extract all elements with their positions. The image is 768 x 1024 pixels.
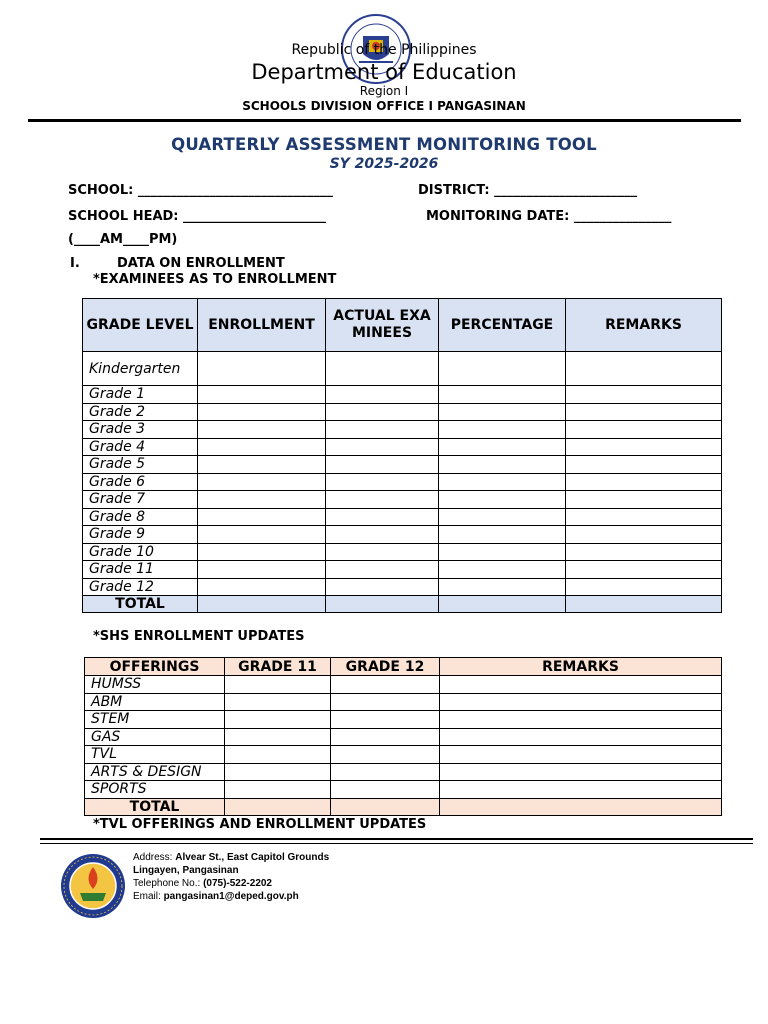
examinees-cell[interactable] (326, 543, 439, 561)
enrollment-cell[interactable] (198, 543, 326, 561)
examinees-cell[interactable] (326, 386, 439, 404)
enrollment-cell[interactable] (198, 386, 326, 404)
percentage-cell[interactable] (439, 403, 566, 421)
grade-cell: Grade 1 (83, 386, 198, 404)
school-head-field: SCHOOL HEAD: ______________________ (68, 209, 327, 224)
table-row (85, 693, 722, 711)
examinees-cell[interactable] (326, 352, 439, 386)
enrollment-cell[interactable] (198, 526, 326, 544)
table-row (83, 403, 722, 421)
table-row (83, 386, 722, 404)
total-examinees-cell[interactable] (326, 596, 439, 613)
telephone-line: Telephone No.: (075)-522-2202 (133, 878, 272, 889)
remarks-cell[interactable] (440, 693, 722, 711)
school-year: SY 2025-2026 (329, 156, 439, 172)
grade-cell: Grade 6 (83, 473, 198, 491)
remarks-cell[interactable] (566, 578, 722, 596)
grade12-cell[interactable] (331, 781, 440, 799)
percentage-cell[interactable] (439, 473, 566, 491)
remarks-cell[interactable] (566, 561, 722, 579)
remarks-cell[interactable] (440, 781, 722, 799)
enrollment-cell[interactable] (198, 473, 326, 491)
enrollment-cell[interactable] (198, 421, 326, 439)
enrollment-cell[interactable] (198, 456, 326, 474)
percentage-cell[interactable] (439, 578, 566, 596)
percentage-cell[interactable] (439, 386, 566, 404)
table-header-row (85, 658, 722, 676)
remarks-cell[interactable] (566, 421, 722, 439)
enrollment-table (82, 298, 722, 613)
footer-divider (40, 838, 753, 840)
time-field: (____AM____PM) (68, 232, 178, 247)
examinees-heading: *EXAMINEES AS TO ENROLLMENT (93, 272, 337, 287)
footer-divider-thin (40, 843, 753, 844)
grade11-cell[interactable] (225, 763, 331, 781)
table-row (83, 456, 722, 474)
grade-cell: Grade 5 (83, 456, 198, 474)
enrollment-cell[interactable] (198, 561, 326, 579)
header-actual-examinees: ACTUAL EXAMINEES (326, 299, 439, 352)
table-row (85, 711, 722, 729)
examinees-cell[interactable] (326, 578, 439, 596)
percentage-cell[interactable] (439, 491, 566, 509)
remarks-cell[interactable] (566, 456, 722, 474)
offering-cell: SPORTS (85, 781, 225, 799)
section-number: I. (70, 256, 80, 271)
remarks-cell[interactable] (566, 543, 722, 561)
table-header-row (83, 299, 722, 352)
grade-cell: Grade 8 (83, 508, 198, 526)
grade11-cell[interactable] (225, 711, 331, 729)
examinees-cell[interactable] (326, 456, 439, 474)
remarks-cell[interactable] (566, 386, 722, 404)
header-grade-11: GRADE 11 (225, 658, 331, 676)
total-percentage-cell[interactable] (439, 596, 566, 613)
monitoring-date-field: MONITORING DATE: _______________ (426, 209, 672, 224)
offering-cell: STEM (85, 711, 225, 729)
grade-cell: Grade 4 (83, 438, 198, 456)
header-grade-12: GRADE 12 (331, 658, 440, 676)
percentage-cell[interactable] (439, 561, 566, 579)
total-grade12-cell[interactable] (331, 798, 440, 815)
total-label: TOTAL (85, 798, 225, 815)
total-remarks-cell[interactable] (440, 798, 722, 815)
grade11-cell[interactable] (225, 746, 331, 764)
document-title: QUARTERLY ASSESSMENT MONITORING TOOL (171, 135, 597, 154)
remarks-cell[interactable] (440, 746, 722, 764)
remarks-cell[interactable] (440, 676, 722, 694)
examinees-cell[interactable] (326, 561, 439, 579)
table-row (85, 746, 722, 764)
percentage-cell[interactable] (439, 526, 566, 544)
enrollment-cell[interactable] (198, 578, 326, 596)
grade-cell: Grade 3 (83, 421, 198, 439)
table-row (83, 491, 722, 509)
header-offerings: OFFERINGS (85, 658, 225, 676)
grade-cell: Grade 11 (83, 561, 198, 579)
tvl-heading: *TVL OFFERINGS AND ENROLLMENT UPDATES (93, 817, 427, 832)
grade11-cell[interactable] (225, 693, 331, 711)
region-line: Region I (359, 84, 409, 98)
email-line: Email: pangasinan1@deped.gov.ph (133, 891, 299, 902)
table-row (83, 438, 722, 456)
section-heading: DATA ON ENROLLMENT (117, 256, 285, 271)
grade-cell: Grade 9 (83, 526, 198, 544)
examinees-cell[interactable] (326, 421, 439, 439)
offering-cell: TVL (85, 746, 225, 764)
grade12-cell[interactable] (331, 763, 440, 781)
grade11-cell[interactable] (225, 781, 331, 799)
table-row (85, 676, 722, 694)
remarks-cell[interactable] (566, 526, 722, 544)
examinees-cell[interactable] (326, 491, 439, 509)
examinees-cell[interactable] (326, 508, 439, 526)
header-divider (28, 119, 741, 122)
table-row (85, 728, 722, 746)
header-enrollment: ENROLLMENT (198, 299, 326, 352)
grade-cell: Grade 10 (83, 543, 198, 561)
total-remarks-cell[interactable] (566, 596, 722, 613)
grade-cell: Grade 2 (83, 403, 198, 421)
table-row (85, 781, 722, 799)
offering-cell: ARTS & DESIGN (85, 763, 225, 781)
offering-cell: GAS (85, 728, 225, 746)
grade-cell: Grade 12 (83, 578, 198, 596)
remarks-cell[interactable] (566, 352, 722, 386)
table-row (83, 543, 722, 561)
remarks-cell[interactable] (566, 438, 722, 456)
table-row (83, 526, 722, 544)
examinees-cell[interactable] (326, 403, 439, 421)
grade-cell: Grade 7 (83, 491, 198, 509)
remarks-cell[interactable] (566, 491, 722, 509)
total-row (83, 596, 722, 613)
percentage-cell[interactable] (439, 421, 566, 439)
remarks-cell[interactable] (440, 728, 722, 746)
percentage-cell[interactable] (439, 508, 566, 526)
total-row (85, 798, 722, 815)
enrollment-cell[interactable] (198, 438, 326, 456)
offering-cell: HUMSS (85, 676, 225, 694)
district-field: DISTRICT: ______________________ (418, 183, 638, 198)
total-label: TOTAL (83, 596, 198, 613)
grade11-cell[interactable] (225, 676, 331, 694)
table-row (83, 578, 722, 596)
grade-cell: Kindergarten (83, 352, 198, 386)
percentage-cell[interactable] (439, 352, 566, 386)
enrollment-cell[interactable] (198, 352, 326, 386)
sdo-pangasinan-seal-icon (58, 853, 128, 919)
division-line: SCHOOLS DIVISION OFFICE I PANGASINAN (242, 99, 526, 113)
header-remarks: REMARKS (440, 658, 722, 676)
percentage-cell[interactable] (439, 456, 566, 474)
republic-line: Republic of the Philippines (291, 42, 477, 58)
total-grade11-cell[interactable] (225, 798, 331, 815)
remarks-cell[interactable] (440, 711, 722, 729)
table-row (83, 421, 722, 439)
examinees-cell[interactable] (326, 526, 439, 544)
examinees-cell[interactable] (326, 438, 439, 456)
enrollment-cell[interactable] (198, 508, 326, 526)
enrollment-cell[interactable] (198, 491, 326, 509)
grade12-cell[interactable] (331, 746, 440, 764)
table-row (83, 561, 722, 579)
grade12-cell[interactable] (331, 728, 440, 746)
total-enrollment-cell[interactable] (198, 596, 326, 613)
percentage-cell[interactable] (439, 543, 566, 561)
remarks-cell[interactable] (566, 403, 722, 421)
grade12-cell[interactable] (331, 676, 440, 694)
shs-heading: *SHS ENROLLMENT UPDATES (93, 629, 305, 644)
grade12-cell[interactable] (331, 693, 440, 711)
school-field: SCHOOL: ______________________________ (68, 183, 333, 198)
remarks-cell[interactable] (440, 763, 722, 781)
grade11-cell[interactable] (225, 728, 331, 746)
table-row (83, 473, 722, 491)
remarks-cell[interactable] (566, 473, 722, 491)
header-percentage: PERCENTAGE (439, 299, 566, 352)
enrollment-cell[interactable] (198, 403, 326, 421)
table-row (85, 763, 722, 781)
remarks-cell[interactable] (566, 508, 722, 526)
address-line-2: Lingayen, Pangasinan (133, 865, 239, 876)
examinees-cell[interactable] (326, 473, 439, 491)
grade12-cell[interactable] (331, 711, 440, 729)
header-remarks: REMARKS (566, 299, 722, 352)
header-grade-level: GRADE LEVEL (83, 299, 198, 352)
table-row (83, 352, 722, 386)
address-line-1: Address: Alvear St., East Capitol Grounds (133, 852, 330, 863)
table-row (83, 508, 722, 526)
percentage-cell[interactable] (439, 438, 566, 456)
shs-table (84, 657, 722, 816)
offering-cell: ABM (85, 693, 225, 711)
department-line: Department of Education (251, 60, 517, 84)
